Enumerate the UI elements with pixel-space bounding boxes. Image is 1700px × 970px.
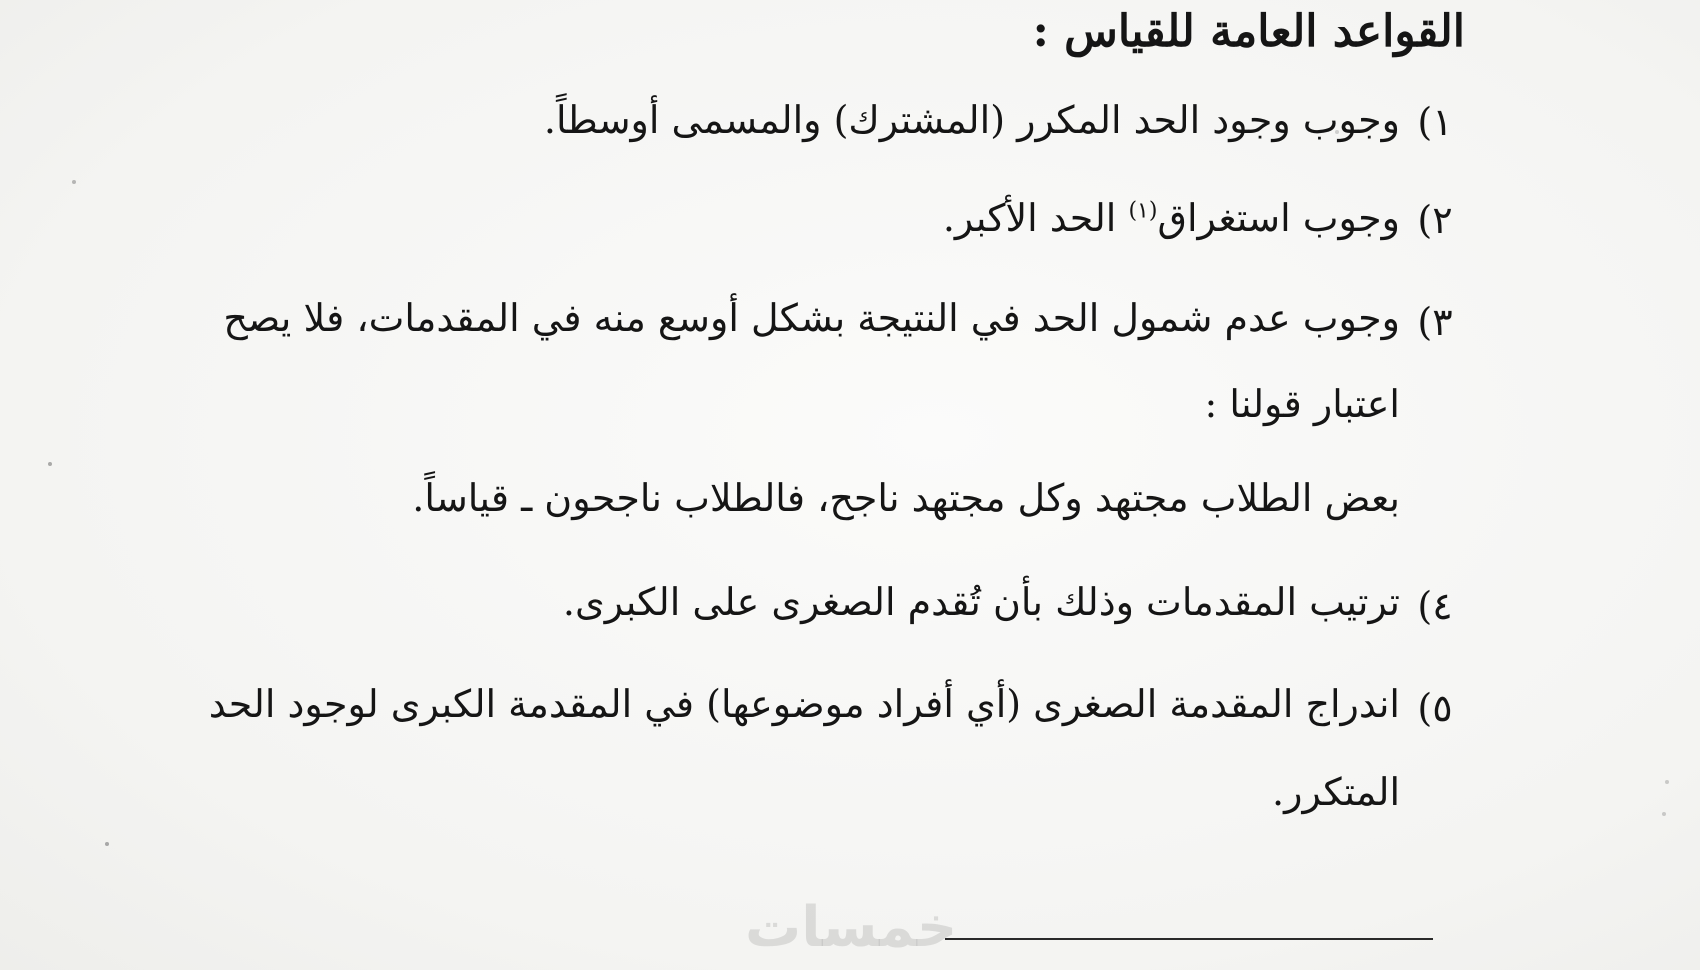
rule-4-number: ٤) [1417, 584, 1453, 628]
rule-2-text [943, 188, 1400, 248]
scan-speck [1335, 130, 1339, 134]
scan-speck [105, 842, 109, 846]
rule-5-number: ٥) [1417, 686, 1453, 730]
rule-3-example: بعض الطلاب مجتهد وكل مجتهد ناجح، فالطلاب ناجحون ـ قياساً. [412, 476, 1400, 520]
rule-4-text: ترتيب المقدمات وذلك بأن تُقدم الصغرى على الكبرى. [562, 580, 1400, 624]
footnote-marker: (١) [1128, 198, 1158, 224]
rule-2-text-start: وجوب استغراق [1157, 196, 1400, 240]
page-heading: القواعد العامة للقياس : [1032, 6, 1465, 57]
rule-1-number: ١) [1417, 100, 1453, 144]
rule-3-line-2: اعتبار قولنا : [1204, 382, 1400, 426]
rule-2-number: ٢) [1417, 198, 1453, 242]
scan-speck [72, 180, 76, 184]
scan-speck [1662, 812, 1666, 816]
rule-3-line-1: وجوب عدم شمول الحد في النتيجة بشكل أوسع منه في المقدمات، فلا يصح [223, 296, 1400, 340]
rule-3-number: ٣) [1417, 300, 1453, 344]
rule-1-text: وجوب وجود الحد المكرر (المشترك) والمسمى أوسطاً. [543, 98, 1400, 142]
rule-5-line-1: اندراج المقدمة الصغرى (أي أفراد موضوعها) في المقدمة الكبرى لوجود الحد [208, 682, 1400, 726]
rule-5-line-2: المتكرر. [1272, 770, 1400, 814]
watermark-logo: خمسات [745, 895, 958, 960]
rule-2-text-end: الحد الأكبر. [942, 196, 1129, 240]
scan-speck [1665, 780, 1669, 784]
scan-speck [48, 462, 52, 466]
footnote-separator [945, 938, 1433, 940]
